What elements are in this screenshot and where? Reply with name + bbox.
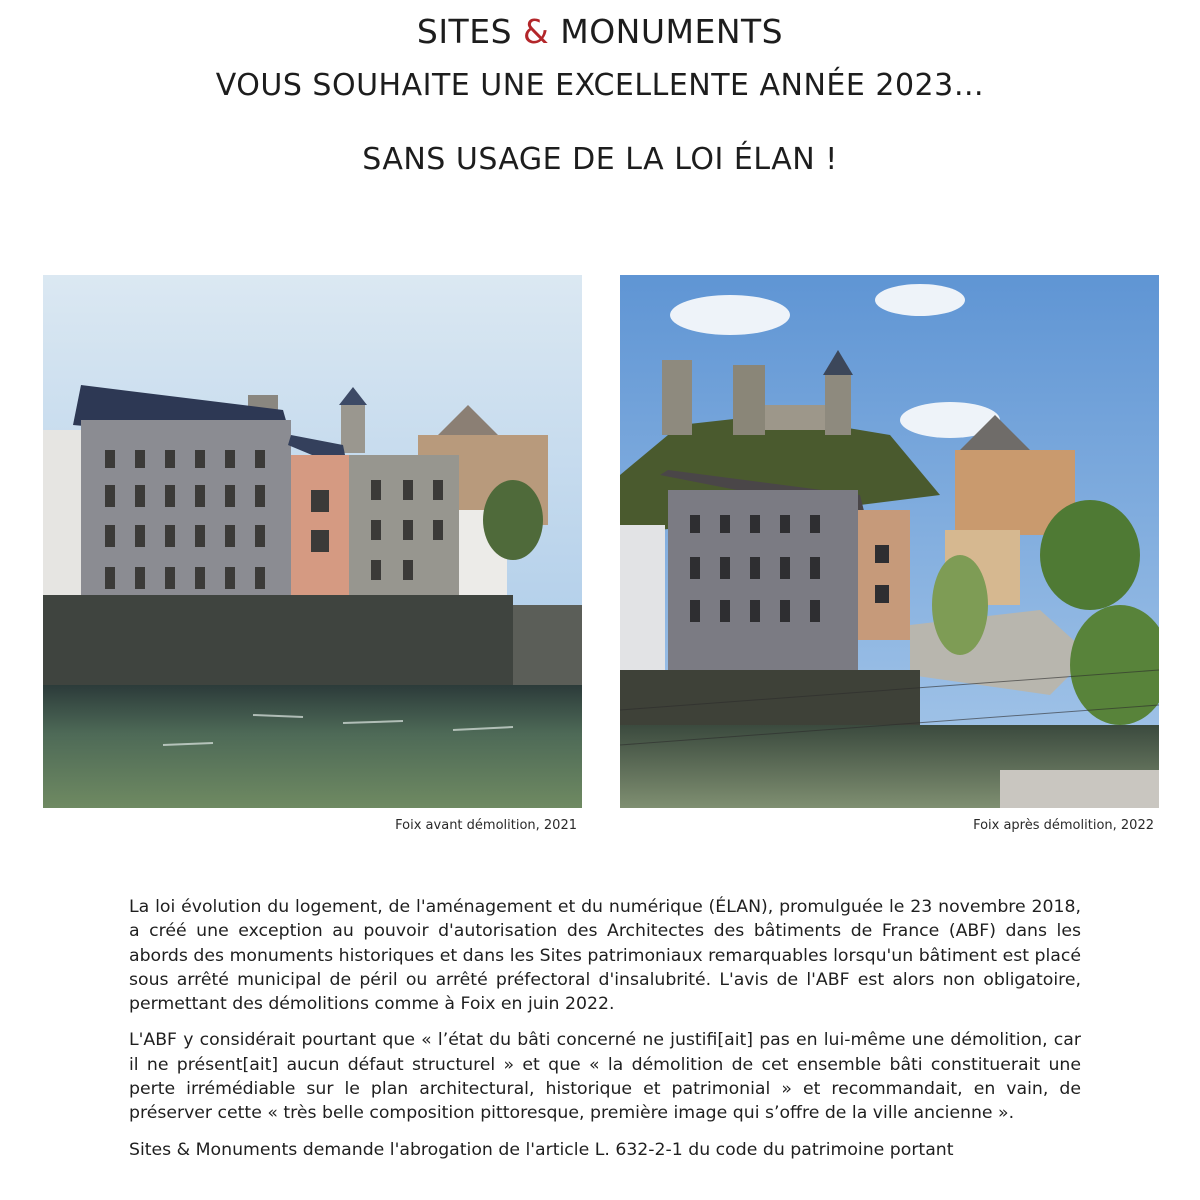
photo-caption-before: Foix avant démolition, 2021 (395, 818, 577, 833)
header-title-monuments: MONUMENTS (549, 12, 784, 51)
paragraph-2: L'ABF y considérait pourtant que « l’état du bâti concerné ne justifi[ait] pas en lui-même une démolition, car il ne présent[ait] aucun défaut structurel » et que « la démolition de cet ensemble bâti constituerait une perte irrémédiable sur le plan architectural, historique et patrimonial » et recommandait, en vain, de préserver cette « très belle composition pittoresque, première image qui s’offre de la ville ancienne ». (129, 1030, 1081, 1124)
photo-foix-after (620, 275, 1159, 808)
photo-caption-after: Foix après démolition, 2022 (973, 818, 1154, 833)
paragraph-1: La loi évolution du logement, de l'aménagement et du numérique (ÉLAN), promulguée le 23 novembre 2018, a créé une exception au pouvoir d'autorisation des Architectes des bâtiments de France (ABF) dans les abords des monuments historiques et dans les Sites patrimoniaux remarquables lorsqu'un bâtiment est placé sous arrêté municipal de péril ou arrêté préfectoral d'insalubrité. L'avis de l'ABF est alors non obligatoire, permettant des démolitions comme à Foix en juin 2022. (129, 897, 1081, 1015)
photo-foix-before (43, 275, 582, 808)
header-slogan: SANS USAGE DE LA LOI ÉLAN ! (362, 142, 838, 177)
header-ampersand: & (523, 12, 550, 51)
header-title-sites: SITES (416, 12, 523, 51)
paragraph-3: Sites & Monuments demande l'abrogation de l'article L. 632-2-1 du code du patrimoine portant (129, 1139, 954, 1160)
article-body (129, 895, 1081, 1174)
header-greeting: VOUS SOUHAITE UNE EXCELLENTE ANNÉE 2023… (215, 68, 985, 103)
header-title (0, 12, 1200, 51)
